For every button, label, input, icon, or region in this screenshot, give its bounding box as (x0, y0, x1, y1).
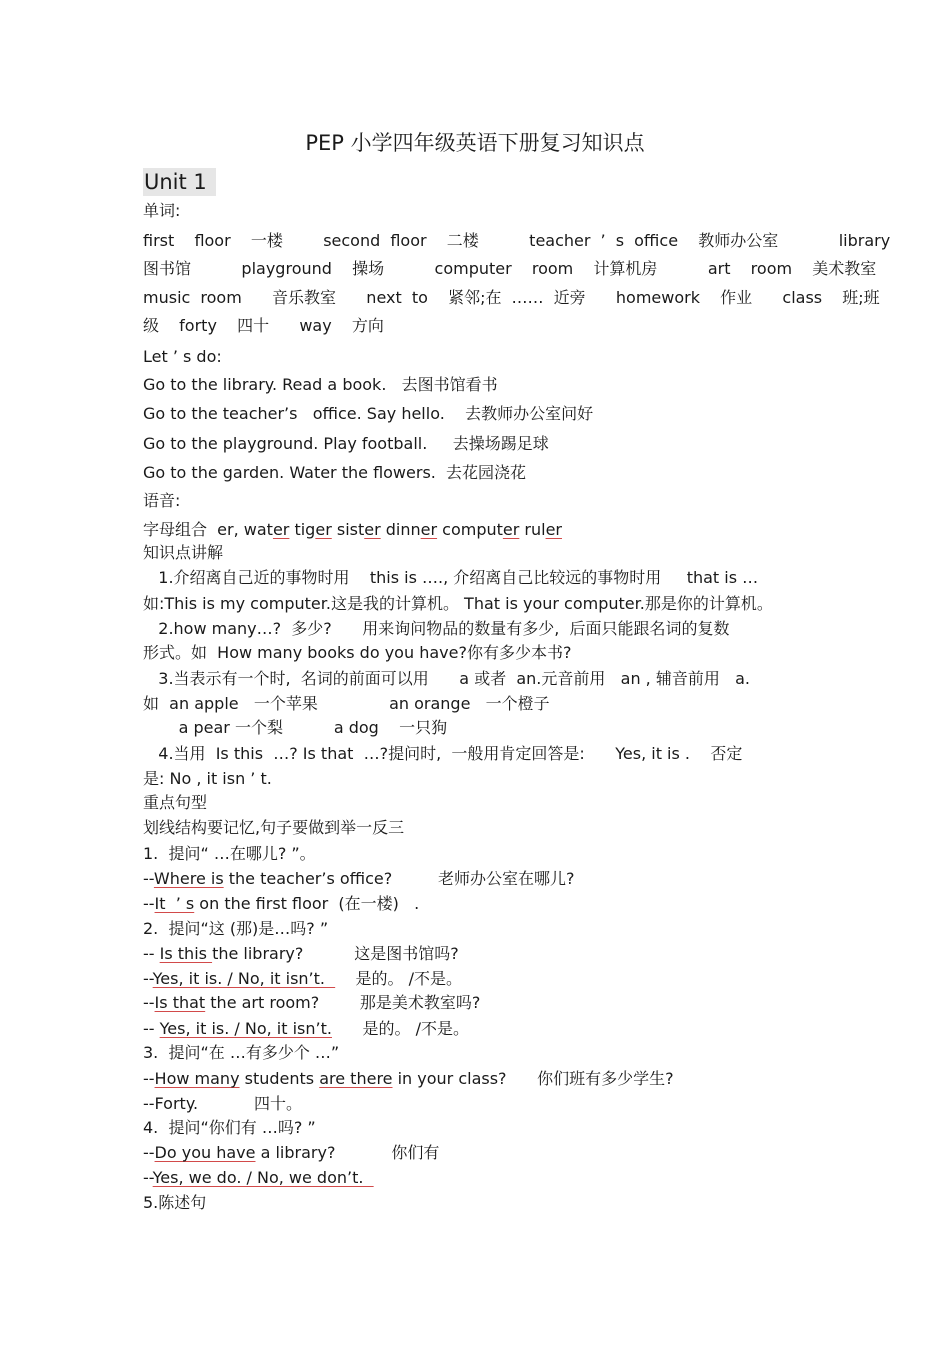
key-structure: Where is (153, 869, 224, 888)
question-heading: 1. 提问“ …在哪儿? ”。 (143, 844, 316, 863)
letsdo-line: Go to the garden. Water the flowers. 去花园浇花 (143, 463, 527, 482)
phonics-line (143, 519, 562, 541)
key-structure: Do you have (154, 1143, 256, 1162)
phonics-word-stem: dinn (380, 520, 421, 539)
sentence-line (143, 943, 459, 965)
points-line: 2.how many…? 多少? 用来询问物品的数量有多少, 后面只能跟名词的复数 (143, 619, 730, 638)
page-title: PEP 小学四年级英语下册复习知识点 (305, 131, 645, 155)
key-structure: are there (319, 1069, 393, 1088)
unit-heading: Unit 1 (143, 168, 216, 196)
sentence-text: the art room? 那是美术教室吗? (205, 993, 481, 1012)
sentences-intro: 划线结构要记忆,句子要做到举一反三 (143, 818, 405, 837)
points-line: 如 an apple 一个苹果 an orange 一个橙子 (143, 694, 550, 713)
phonics-word-stem: wat (243, 520, 273, 539)
vocab-heading: 单词: (143, 201, 181, 220)
vocab-line: 图书馆 playground 操场 computer room 计算机房 art room 美术教室 (143, 259, 877, 278)
dash: -- (143, 993, 155, 1012)
letsdo-line: Go to the playground. Play football. 去操场踢足球 (143, 434, 549, 453)
sentence-line (143, 1018, 469, 1040)
sentence-line (143, 1142, 439, 1164)
letsdo-line: Go to the library. Read a book. 去图书馆看书 (143, 375, 498, 394)
dash: -- (143, 894, 155, 913)
dash: -- (143, 969, 153, 988)
phonics-word-stem: comput (437, 520, 503, 539)
question-heading: 3. 提问“在 …有多少个 …” (143, 1043, 340, 1062)
phonics-word-ending: er (272, 520, 290, 539)
key-structure: Is this (159, 944, 213, 963)
sentence-text: 是的。 /不是。 (331, 1019, 469, 1038)
sentence-line (143, 893, 419, 915)
sentence-text: the library? 这是图书馆吗? (212, 944, 459, 963)
sentence-text: students (239, 1069, 320, 1088)
key-structure: Yes, it is. / No, it isn’t. (159, 1019, 332, 1038)
dash: -- (143, 1143, 155, 1162)
key-structure: It ’ s (154, 894, 195, 913)
sentence-line (143, 1167, 374, 1189)
sentence-line (143, 992, 480, 1014)
phonics-word-ending: er (364, 520, 381, 539)
points-line: a pear 一个梨 a dog 一只狗 (143, 718, 448, 737)
letsdo-heading: Let ’ s do: (143, 347, 222, 366)
dash: -- (143, 1069, 155, 1088)
phonics-prefix: 字母组合 er, (143, 520, 244, 539)
sentence-text: the teacher’s office? 老师办公室在哪儿? (223, 869, 575, 888)
question-heading: 4. 提问“你们有 …吗? ” (143, 1118, 316, 1137)
sentence-line: --Forty. 四十。 (143, 1094, 303, 1113)
phonics-word-ending: er (545, 520, 562, 539)
phonics-word-ending: er (315, 520, 332, 539)
points-heading: 知识点讲解 (143, 543, 224, 562)
sentences-heading: 重点句型 (143, 793, 208, 812)
dash: -- (143, 869, 154, 888)
dash: -- (143, 1019, 160, 1038)
dash: -- (143, 944, 160, 963)
phonics-word-stem: sist (331, 520, 365, 539)
sentence-text: 是的。 /不是。 (335, 969, 462, 988)
key-structure: How many (154, 1069, 240, 1088)
points-line: 4.当用 Is this …? Is that …?提问时, 一般用肯定回答是: Yes, it is . 否定 (143, 744, 743, 763)
sentence-line (143, 1068, 674, 1090)
phonics-word-ending: er (420, 520, 438, 539)
dash: -- (143, 1168, 153, 1187)
phonics-word-ending: er (502, 520, 520, 539)
question-heading: 5.陈述句 (143, 1193, 207, 1212)
points-line: 是: No , it isn ’ t. (143, 769, 272, 788)
vocab-line: 级 forty 四十 way 方向 (143, 316, 384, 335)
letsdo-line: Go to the teacher’s office. Say hello. 去教师办公室问好 (143, 404, 594, 423)
sentence-text: a library? 你们有 (255, 1143, 440, 1162)
sentence-line (143, 868, 575, 890)
vocab-line: music room 音乐教室 next to 紧邻;在 …… 近旁 homework 作业 class 班;班 (143, 288, 880, 307)
sentence-line (143, 968, 462, 990)
vocab-line: first floor 一楼 second floor 二楼 teacher ’ s office 教师办公室 library (143, 231, 891, 250)
question-heading: 2. 提问“这 (那)是…吗? ” (143, 919, 329, 938)
key-structure: Yes, we do. / No, we don’t. (152, 1168, 374, 1187)
phonics-heading: 语音: (143, 491, 181, 510)
points-line: 形式。如 How many books do you have?你有多少本书? (143, 643, 572, 662)
sentence-text: on the first floor (在一楼) . (194, 894, 420, 913)
points-line: 如:This is my computer.这是我的计算机。 That is your computer.那是你的计算机。 (143, 594, 773, 613)
phonics-word-stem: tig (289, 520, 316, 539)
key-structure: Yes, it is. / No, it isn’t. (152, 969, 336, 988)
points-line: 3.当表示有一个时, 名词的前面可以用 a 或者 an.元音前用 an , 辅音前用 a. (143, 669, 751, 688)
points-line: 1.介绍离自己近的事物时用 this is …., 介绍离自己比较远的事物时用 that is … (143, 568, 759, 587)
key-structure: Is that (154, 993, 206, 1012)
phonics-word-stem: rul (519, 520, 546, 539)
sentence-text: in your class? 你们班有多少学生? (392, 1069, 674, 1088)
